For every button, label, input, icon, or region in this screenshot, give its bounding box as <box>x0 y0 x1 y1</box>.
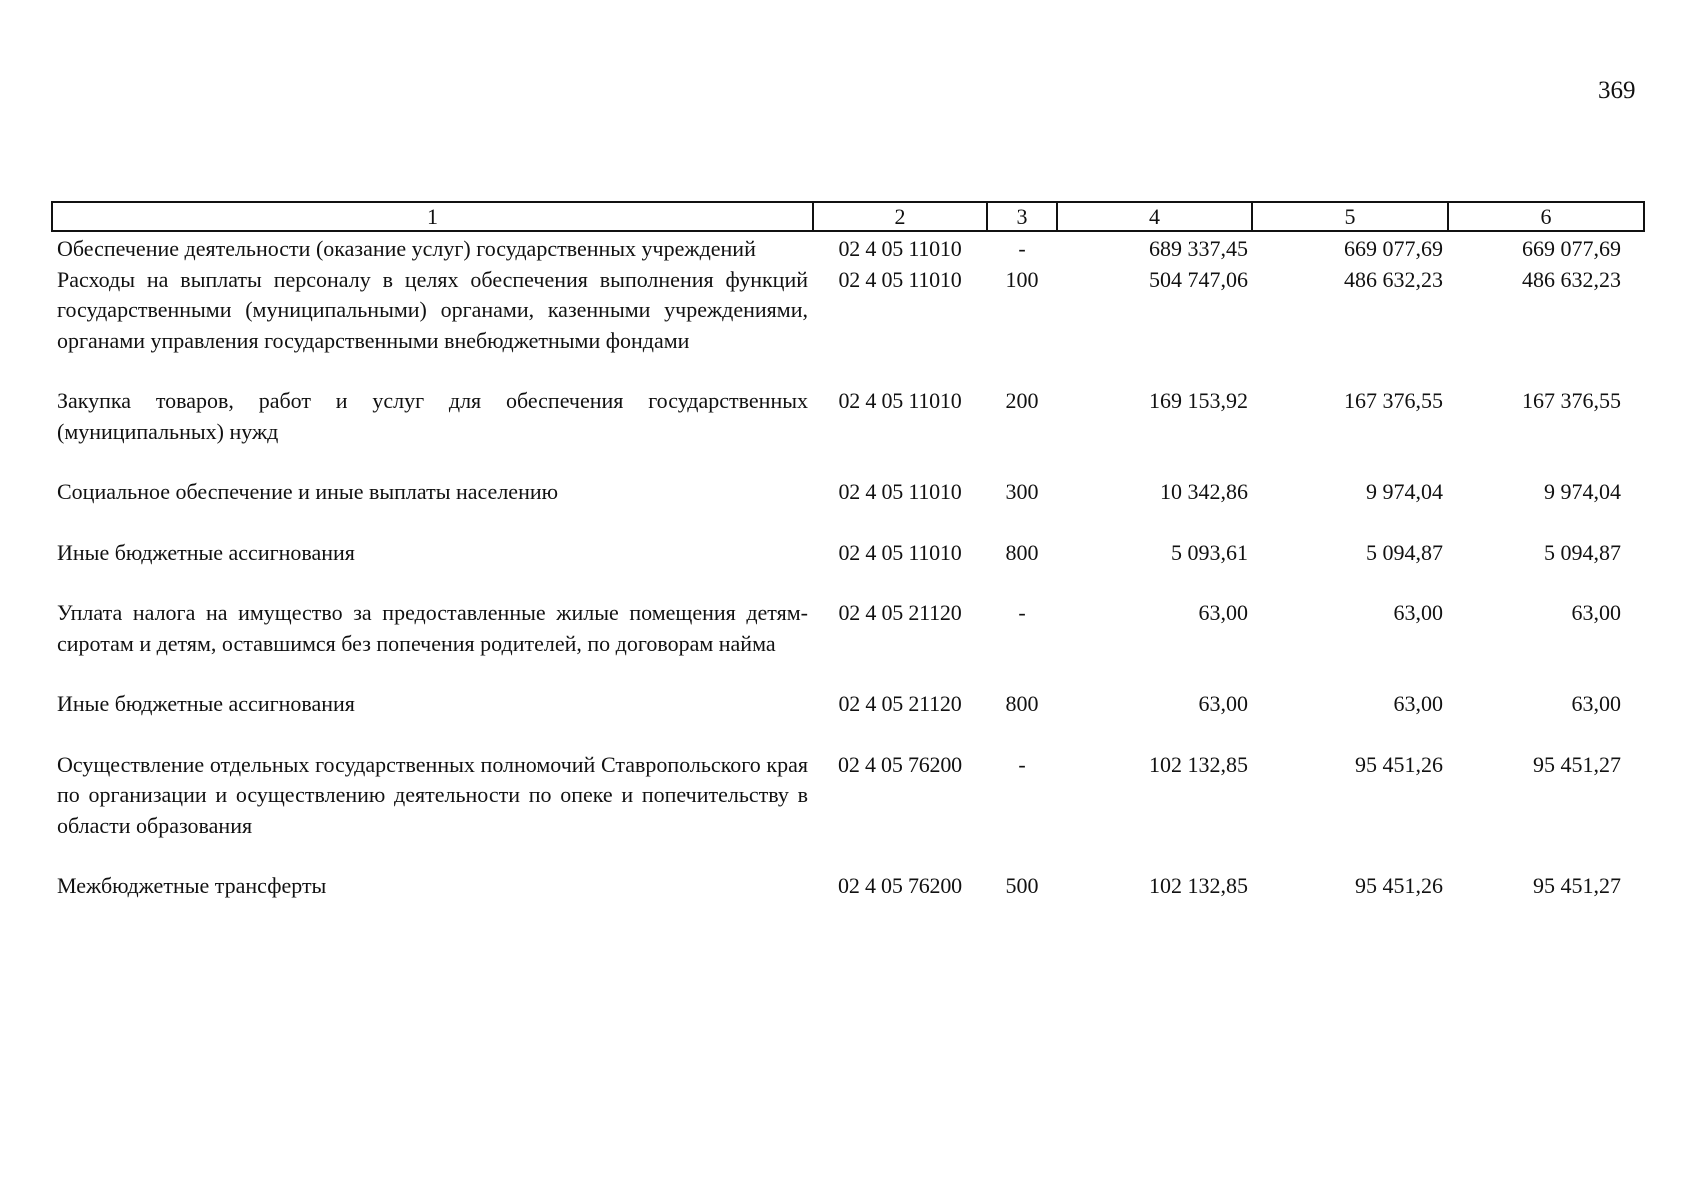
row-value-6: 5 094,87 <box>1544 539 1621 565</box>
row-code: 02 4 05 21120 <box>838 600 962 625</box>
row-value-4: 102 132,85 <box>1149 873 1248 898</box>
row-value-5: 9 974,04 <box>1366 479 1443 504</box>
row-code: 02 4 05 76200 <box>838 751 962 777</box>
row-code: 02 4 05 76200 <box>838 873 962 898</box>
row-name: Закупка товаров, работ и услуг для обеспечения государственных (муниципальных) нужд <box>57 388 808 444</box>
row-value-5: 63,00 <box>1393 691 1443 716</box>
row-value-4: 63,00 <box>1198 691 1248 716</box>
row-value-5: 669 077,69 <box>1344 236 1443 261</box>
row-code: 02 4 05 21120 <box>838 691 962 716</box>
table-body <box>52 231 1644 902</box>
row-name: Расходы на выплаты персоналу в целях обеспечения выполнения функций государственными (муниципальными) органами, казенными учреждениями, органами управления государственными внебюджетными фондами <box>57 266 808 353</box>
row-value-6: 63,00 <box>1571 600 1621 625</box>
table-row <box>52 231 1644 265</box>
table-row <box>52 538 1644 599</box>
row-type: 800 <box>1005 691 1039 716</box>
table-row <box>52 386 1644 477</box>
row-type: - <box>1018 600 1026 625</box>
row-value-5: 167 376,55 <box>1344 388 1443 413</box>
column-header-4: 4 <box>1057 202 1252 231</box>
column-header-3: 3 <box>987 202 1057 231</box>
row-type: 200 <box>1005 388 1039 413</box>
row-name: Обеспечение деятельности (оказание услуг) государственных учреждений <box>57 236 756 261</box>
row-name: Иные бюджетные ассигнования <box>57 539 355 565</box>
row-value-5: 486 632,23 <box>1344 266 1443 292</box>
row-value-6: 669 077,69 <box>1522 236 1621 261</box>
table-row <box>52 871 1644 902</box>
table-row <box>52 750 1644 872</box>
row-value-4: 5 093,61 <box>1171 539 1248 565</box>
row-type: 100 <box>1005 266 1039 292</box>
row-code: 02 4 05 11010 <box>838 479 962 504</box>
column-header-6: 6 <box>1448 202 1644 231</box>
row-name: Социальное обеспечение и иные выплаты населению <box>57 479 559 504</box>
table-header <box>52 202 1644 231</box>
row-type: - <box>1018 236 1026 261</box>
row-value-4: 169 153,92 <box>1149 388 1248 413</box>
row-name: Иные бюджетные ассигнования <box>57 691 355 716</box>
row-name: Осуществление отдельных государственных полномочий Ставропольского края по организации и осуществлению деятельности по опеке и попечительству в области образования <box>57 751 808 838</box>
row-type: - <box>1018 751 1026 777</box>
row-code: 02 4 05 11010 <box>838 388 962 413</box>
row-value-4: 689 337,45 <box>1149 236 1248 261</box>
row-name: Межбюджетные трансферты <box>57 873 327 898</box>
column-header-1: 1 <box>52 202 813 231</box>
row-value-6: 95 451,27 <box>1533 873 1621 898</box>
table-row <box>52 265 1644 387</box>
row-value-6: 486 632,23 <box>1522 266 1621 292</box>
budget-table <box>51 201 1645 902</box>
row-value-5: 95 451,26 <box>1355 751 1443 777</box>
row-value-5: 95 451,26 <box>1355 873 1443 898</box>
row-value-4: 63,00 <box>1198 600 1248 625</box>
row-name: Уплата налога на имущество за предоставленные жилые помещения детям-сиротам и детям, оставшимся без попечения родителей, по договорам найма <box>57 600 808 656</box>
table-row <box>52 598 1644 689</box>
row-type: 300 <box>1005 479 1039 504</box>
row-value-5: 63,00 <box>1393 600 1443 625</box>
row-value-4: 10 342,86 <box>1160 479 1248 504</box>
page-number: 369 <box>1598 77 1636 104</box>
row-code: 02 4 05 11010 <box>838 539 962 565</box>
row-value-4: 102 132,85 <box>1149 751 1248 777</box>
row-value-6: 63,00 <box>1571 691 1621 716</box>
header-row <box>52 202 1644 231</box>
row-value-4: 504 747,06 <box>1149 266 1248 292</box>
row-value-5: 5 094,87 <box>1366 539 1443 565</box>
row-code: 02 4 05 11010 <box>838 236 962 261</box>
column-header-5: 5 <box>1252 202 1448 231</box>
table-row <box>52 689 1644 750</box>
row-value-6: 167 376,55 <box>1522 388 1621 413</box>
row-type: 500 <box>1005 873 1039 898</box>
table-row <box>52 477 1644 538</box>
row-type: 800 <box>1005 539 1039 565</box>
row-code: 02 4 05 11010 <box>838 266 962 292</box>
column-header-2: 2 <box>813 202 987 231</box>
row-value-6: 95 451,27 <box>1533 751 1621 777</box>
row-value-6: 9 974,04 <box>1544 479 1621 504</box>
